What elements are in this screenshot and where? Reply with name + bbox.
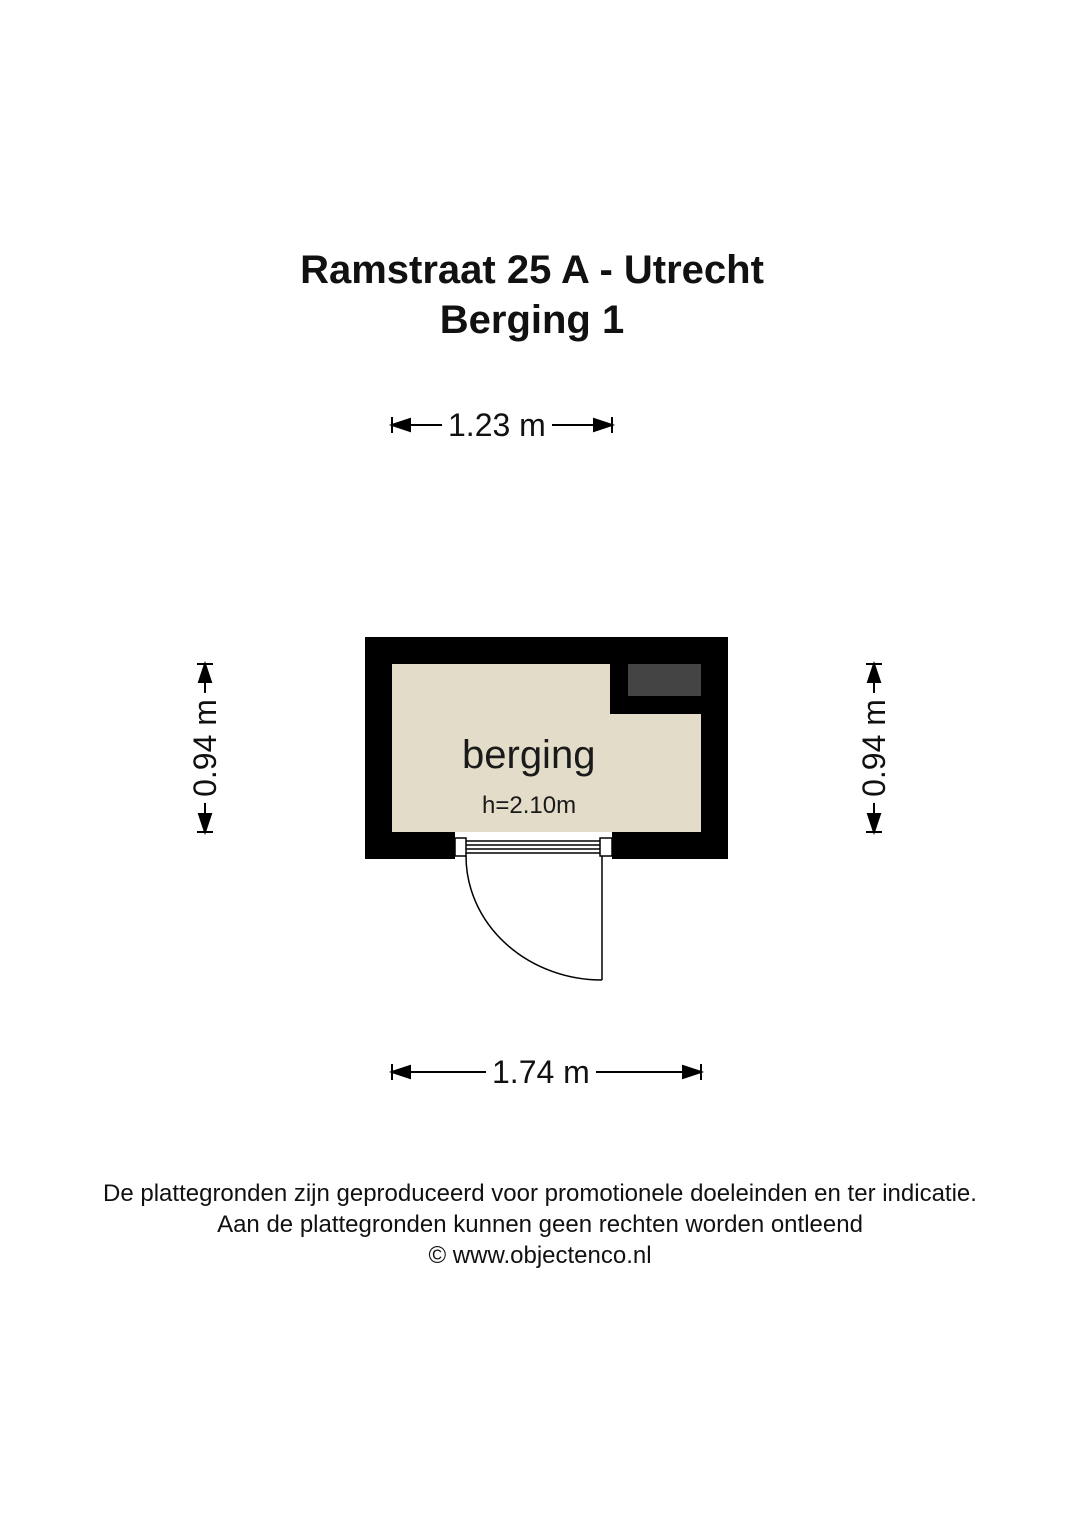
bottom-dimension-label: 1.74 m <box>486 1054 596 1090</box>
top-dimension-label: 1.23 m <box>442 407 552 443</box>
right-dimension-label: 0.94 m <box>856 693 892 803</box>
copyright-link[interactable]: © www.objectenco.nl <box>428 1242 652 1269</box>
door-swing-arc <box>466 856 602 980</box>
room-height: h=2.10m <box>482 792 577 819</box>
room-name: berging <box>462 733 596 777</box>
disclaimer-line-2: Aan de plattegronden kunnen geen rechten worden ontleend <box>217 1211 863 1238</box>
page-subtitle: Berging 1 <box>439 298 625 342</box>
disclaimer-line-1: De plattegronden zijn geproduceerd voor promotionele doeleinden en ter indicatie. <box>103 1180 977 1207</box>
fixture-block <box>628 664 701 696</box>
page-title: Ramstraat 25 A - Utrecht <box>300 248 764 292</box>
left-dimension-label: 0.94 m <box>187 693 223 803</box>
